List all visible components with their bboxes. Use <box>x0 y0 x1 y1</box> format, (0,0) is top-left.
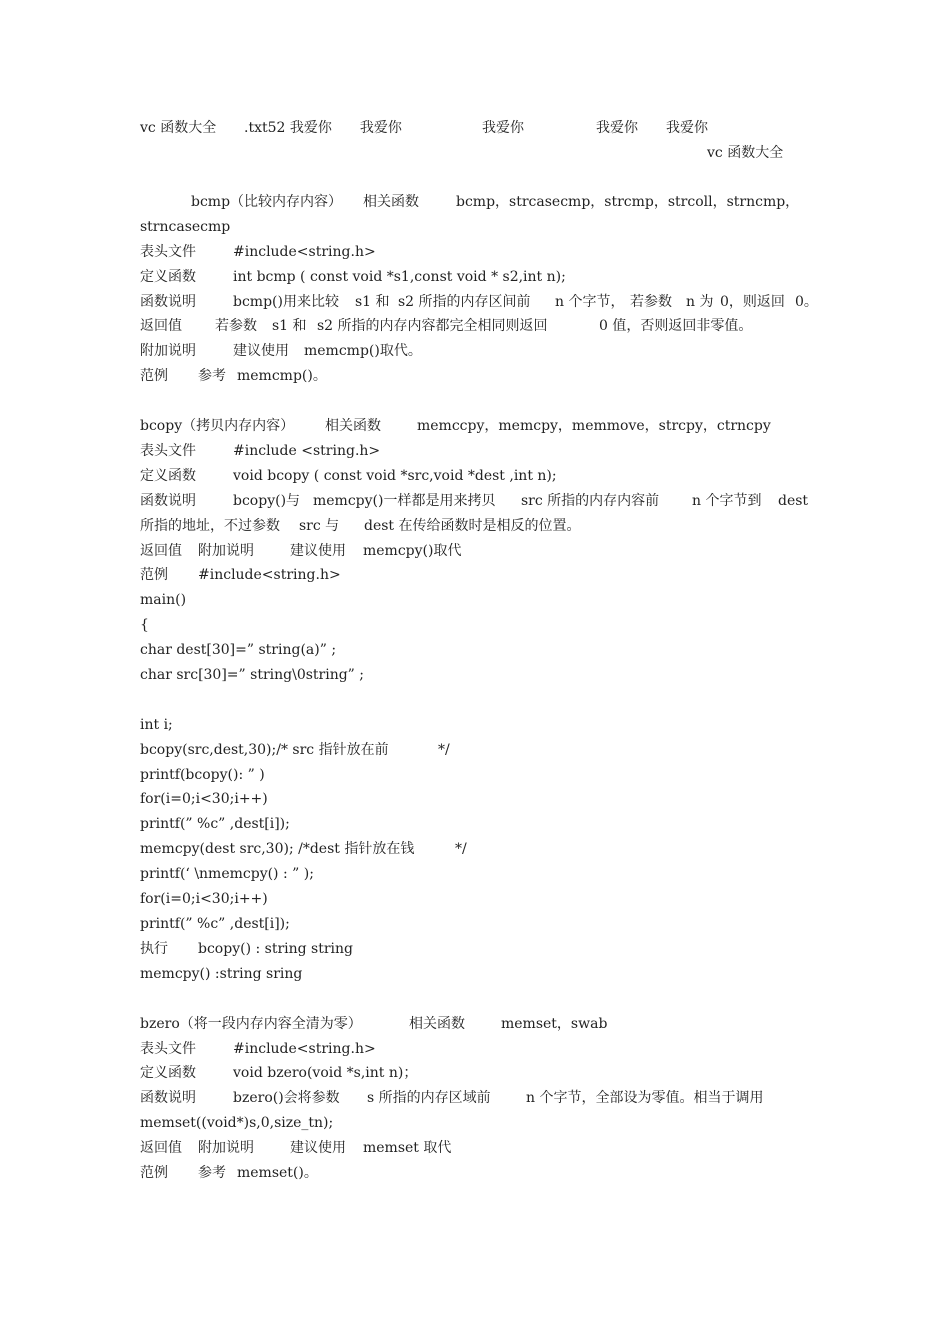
doc-line <box>140 764 265 786</box>
text-segment: src 与 <box>299 518 340 534</box>
doc-line <box>140 291 818 313</box>
text-segment: dest 在传给函数时是相反的位置。 <box>364 518 581 534</box>
text-segment: strncasecmp <box>140 219 231 235</box>
text-segment: #include<string.h> <box>233 1041 376 1057</box>
text-segment: memcmp()。 <box>237 368 327 384</box>
doc-line <box>140 440 381 462</box>
text-segment: 0，则返回 <box>720 294 785 310</box>
doc-line <box>140 614 158 636</box>
text-segment: #include<string.h> <box>233 244 376 260</box>
text-segment: memcpy()取代 <box>363 543 462 559</box>
doc-line <box>140 117 750 139</box>
doc-line <box>140 639 337 661</box>
text-segment: main() <box>140 592 187 608</box>
text-segment: 返回值 <box>140 1140 182 1156</box>
text-segment: n 个字节， <box>555 294 625 310</box>
text-segment: 相关函数 <box>409 1016 465 1032</box>
text-segment: bcopy（拷贝内存内容） <box>140 418 295 434</box>
text-segment: s2 所指的内存区间前 <box>398 294 531 310</box>
text-segment: 若参数 <box>630 294 672 310</box>
text-segment: bzero（将一段内存内容全清为零） <box>140 1016 362 1032</box>
text-segment: n 为 <box>686 294 714 310</box>
doc-line <box>140 589 187 611</box>
doc-line <box>140 515 581 537</box>
text-segment: */ <box>455 841 467 857</box>
text-segment: { <box>140 617 149 633</box>
text-segment: void bzero(void *s,int n)； <box>233 1065 418 1081</box>
text-segment: .txt52 我爱你 我爱你 <box>244 120 416 136</box>
doc-line <box>140 1038 376 1060</box>
text-segment: int i; <box>140 717 173 733</box>
text-segment: 返回值 <box>140 543 182 559</box>
text-segment: 0 值，否则返回非零值。 <box>599 318 753 334</box>
text-segment: vc 函数大全 <box>140 120 231 136</box>
doc-line <box>140 813 290 835</box>
text-segment: */ <box>438 742 450 758</box>
text-segment: #include <string.h> <box>233 443 381 459</box>
text-segment: 参考 <box>198 1165 226 1181</box>
text-segment: printf(‘ \nmemcpy() : ” ); <box>140 866 314 882</box>
text-segment: 函数说明 <box>140 1090 196 1106</box>
text-segment: 附加说明 <box>140 343 196 359</box>
text-segment: 建议使用 <box>290 543 346 559</box>
text-segment: dest <box>778 493 809 509</box>
text-segment: 执行 <box>140 941 168 957</box>
doc-line <box>140 142 784 164</box>
text-segment: #include<string.h> <box>198 567 341 583</box>
text-segment: vc 函数大全 <box>707 145 784 161</box>
doc-line <box>140 1013 608 1035</box>
doc-line <box>140 714 173 736</box>
text-segment: 定义函数 <box>140 468 196 484</box>
doc-line <box>140 415 771 437</box>
text-segment: bcopy() : string string <box>198 941 354 957</box>
text-segment: 表头文件 <box>140 1041 196 1057</box>
text-segment: n 个字节，全部设为零值。相当于调用 <box>526 1090 764 1106</box>
text-segment: memcpy() :string sring <box>140 966 303 982</box>
text-segment: memcpy(dest src,30); /*dest 指针放在钱 <box>140 841 415 857</box>
doc-line <box>140 1137 452 1159</box>
text-segment: char dest[30]=” string(a)” ; <box>140 642 337 658</box>
text-segment: 所指的地址，不过参数 <box>140 518 280 534</box>
text-segment: s1 和 <box>272 318 307 334</box>
text-segment: 0。 <box>795 294 818 310</box>
text-segment <box>795 117 809 139</box>
text-segment: 定义函数 <box>140 269 196 285</box>
doc-line <box>140 564 341 586</box>
text-segment: s2 所指的内存内容都完全相同则返回 <box>317 318 548 334</box>
text-segment: 相关函数 <box>363 194 419 210</box>
doc-line <box>140 788 268 810</box>
text-segment: memcmp()取代。 <box>304 343 422 359</box>
text-segment: 建议使用 <box>233 343 289 359</box>
text-segment <box>140 142 602 164</box>
text-segment: int bcmp ( const void *s1,const void * s2,int n); <box>233 269 566 285</box>
text-segment: memset()。 <box>237 1165 318 1181</box>
text-segment: 附加说明 <box>198 1140 254 1156</box>
text-segment: bcmp，strcasecmp，strcmp，strcoll，strncmp， <box>456 194 800 210</box>
doc-line <box>140 340 422 362</box>
doc-line <box>140 365 327 387</box>
doc-line <box>140 863 314 885</box>
text-segment: 范例 <box>140 368 168 384</box>
doc-line <box>140 1162 318 1184</box>
text-segment: 范例 <box>140 567 168 583</box>
doc-line <box>140 315 753 337</box>
doc-line <box>140 167 158 189</box>
doc-line <box>140 888 268 910</box>
text-segment: 表头文件 <box>140 244 196 260</box>
text-segment: n 个字节到 <box>692 493 762 509</box>
text-segment: 相关函数 <box>325 418 381 434</box>
doc-line <box>140 963 303 985</box>
text-segment: void bcopy ( const void *src,void *dest ,int n); <box>233 468 557 484</box>
text-segment: 建议使用 <box>290 1140 346 1156</box>
doc-line <box>140 1062 418 1084</box>
text-segment: src 所指的内存内容前 <box>521 493 660 509</box>
text-segment: 范例 <box>140 1165 168 1181</box>
doc-line <box>140 838 467 860</box>
text-segment: memset 取代 <box>363 1140 452 1156</box>
text-segment: memcpy()一样都是用来拷贝 <box>313 493 496 509</box>
doc-line <box>140 938 354 960</box>
text-segment: memccpy，memcpy，memmove，strcpy，ctrncpy <box>417 418 771 434</box>
doc-line <box>140 191 800 213</box>
text-segment: s1 和 <box>355 294 390 310</box>
text-segment: for(i=0;i<30;i++) <box>140 791 268 807</box>
doc-line <box>140 216 231 238</box>
text-segment: bzero()会将参数 <box>233 1090 340 1106</box>
text-segment: bcopy(src,dest,30);/* src 指针放在前 <box>140 742 389 758</box>
doc-line <box>140 465 557 487</box>
text-segment: for(i=0;i<30;i++) <box>140 891 268 907</box>
text-segment: s 所指的内存区域前 <box>367 1090 491 1106</box>
doc-line <box>140 540 462 562</box>
text-segment: memset，swab <box>501 1016 608 1032</box>
doc-line <box>140 1112 334 1134</box>
doc-line <box>140 1087 764 1109</box>
text-segment: 我爱你 <box>440 120 538 136</box>
text-segment: printf(” %c” ,dest[i]); <box>140 816 290 832</box>
text-segment: 返回值 <box>140 318 182 334</box>
text-segment: printf(bcopy(): ” ) <box>140 767 265 783</box>
text-segment: memset((void*)s,0,size_tn); <box>140 1115 334 1131</box>
text-segment: bcopy()与 <box>233 493 301 509</box>
doc-line <box>140 664 365 686</box>
doc-line <box>140 739 450 761</box>
text-segment: 函数说明 <box>140 294 196 310</box>
text-segment: 表头文件 <box>140 443 196 459</box>
text-segment: 参考 <box>198 368 226 384</box>
text-segment: 附加说明 <box>198 543 254 559</box>
text-segment: bcmp()用来比较 <box>233 294 339 310</box>
doc-line <box>140 241 376 263</box>
doc-line <box>140 913 290 935</box>
text-segment <box>140 167 168 189</box>
doc-line <box>140 266 566 288</box>
text-segment: char src[30]=” string\0string” ; <box>140 667 365 683</box>
text-segment: 我爱你 我爱你 <box>596 120 750 136</box>
text-segment: 若参数 <box>215 318 257 334</box>
text-segment: 定义函数 <box>140 1065 196 1081</box>
doc-line <box>140 490 809 512</box>
text-segment: printf(” %c” ,dest[i]); <box>140 916 290 932</box>
text-segment: 函数说明 <box>140 493 196 509</box>
text-segment: bcmp（比较内存内容） <box>191 194 343 210</box>
